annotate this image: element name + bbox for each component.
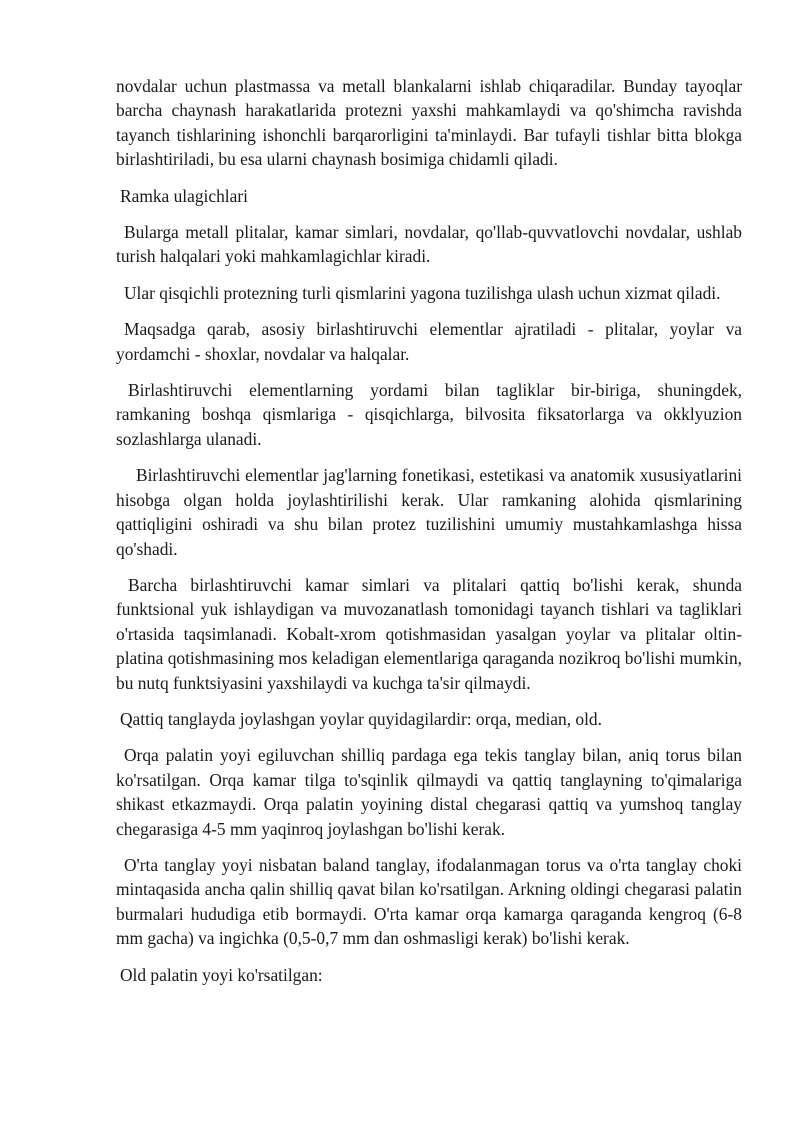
paragraph-saddle-connection: Birlashtiruvchi elementlarning yordami bilan tagliklar bir-biriga, shuningdek, ramkaning boshqa qismlariga - qisqichlarga, bilvosita fiksatorlarga va okklyuzion sozlashlarga ulanadi.: [116, 380, 742, 449]
paragraph-connector-types: Bularga metall plitalar, kamar simlari, novdalar, qo'llab-quvvatlovchi novdalar, ushlab turish halqalari yoki mahkamlagichlar kiradi.: [116, 222, 742, 267]
paragraph-placement-requirements: Birlashtiruvchi elementlar jag'larning fonetikasi, estetikasi va anatomik xususiyatlarini hisobga olgan holda joylashtirilishi kerak. Ular ramkaning alohida qismlarining qattiqligini oshiradi va shu bilan protez tuzilishini umumiy mustahkamlashga hissa qo'shadi.: [116, 465, 742, 559]
paragraph-bars-continuation: novdalar uchun plastmassa va metall blankalarni ishlab chiqaradilar. Bunday tayoqlar barcha chaynash harakatlarida protezni yaxshi mahkamlaydi va qo'shimcha ravishda tayanch tishlarining ishonchli barqarorligini ta'minlaydi. Bar tufayli tishlar bitta blokga birlashtiriladi, bu esa ularni chaynash bosimiga chidamli qiladi.: [116, 76, 742, 170]
paragraph-median-arch: O'rta tanglay yoyi nisbatan baland tanglay, ifodalanmagan torus va o'rta tanglay choki mintaqasida ancha qalin shilliq qavat bilan ko'rsatilgan. Arkning oldingi chegarasi palatin burmalari hududiga etib bormaydi. O'rta kamar orqa kamarga qaraganda kengroq (6-8 mm gacha) va ingichka (0,5-0,7 mm dan oshmasligi kerak) bo'lishi kerak.: [116, 854, 742, 949]
paragraph-main-and-auxiliary: Maqsadga qarab, asosiy birlashtiruvchi elementlar ajratiladi - plitalar, yoylar va yordamchi - shoxlar, novdalar va halqalar.: [116, 319, 742, 364]
paragraph-rigidity: Barcha birlashtiruvchi kamar simlari va plitalari qattiq bo'lishi kerak, shunda funktsional yuk ishlaydigan va muvozanatlash tomonidagi tayanch tishlari va tagliklari o'rtasida taqsimlanadi. Kobalt-xrom qotishmasidan yasalgan yoylar va plitalar oltin-platina qotishmasining mos keladigan elementlariga qaraganda nozikroq bo'lishi mumkin, bu nutq funktsiyasini yaxshilaydi va kuchga ta'sir qilmaydi.: [116, 574, 742, 693]
paragraph-arch-types: Qattiq tanglayda joylashgan yoylar quyidagilardir: orqa, median, old.: [120, 708, 602, 729]
document-page: [116, 74, 742, 999]
paragraph-posterior-arch: Orqa palatin yoyi egiluvchan shilliq pardaga ega tekis tanglay bilan, aniq torus bilan ko'rsatilgan. Orqa kamar tilga to'sqinlik qilmaydi va qattiq tanglayning to'qimalariga shikast etkazmaydi. Orqa palatin yoyining distal chegarasi qattiq va yumshoq tanglay chegarasiga 4-5 mm yaqinroq joylashgan bo'lishi kerak.: [116, 745, 742, 839]
paragraph-connector-purpose: Ular qisqichli protezning turli qismlarini yagona tuzilishga ulash uchun xizmat qiladi.: [124, 282, 721, 303]
heading-frame-connectors: Ramka ulagichlari: [120, 185, 248, 206]
paragraph-anterior-arch: Old palatin yoyi ko'rsatilgan:: [120, 964, 323, 985]
